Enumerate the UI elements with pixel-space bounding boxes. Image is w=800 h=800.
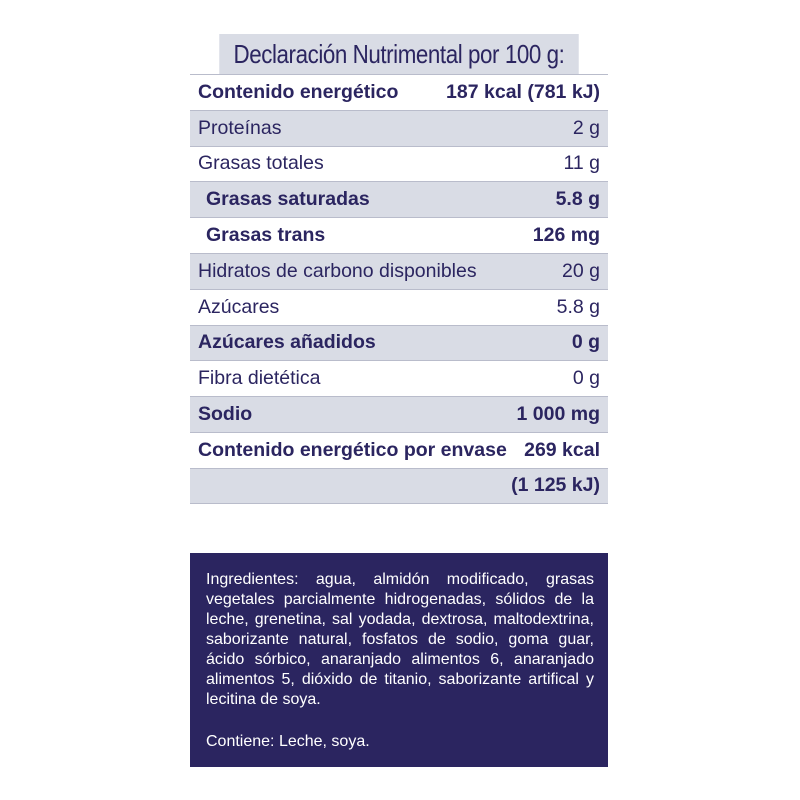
row-value: 1 000 mg bbox=[516, 403, 600, 426]
row-label: Sodio bbox=[198, 403, 253, 426]
row-label: Grasas totales bbox=[198, 152, 324, 175]
row-value: 5.8 g bbox=[556, 295, 600, 318]
row-value: 126 mg bbox=[532, 224, 600, 247]
nutrition-title: Declaración Nutrimental por 100 g: bbox=[219, 34, 578, 74]
row-label: Grasas saturadas bbox=[206, 188, 370, 211]
row-value: 11 g bbox=[563, 152, 600, 175]
row-protein bbox=[190, 110, 608, 146]
row-value: 187 kcal (781 kJ) bbox=[446, 80, 600, 103]
row-value: 269 kcal bbox=[524, 438, 600, 461]
row-label: Proteínas bbox=[198, 116, 282, 139]
row-energy bbox=[190, 74, 608, 110]
nutrition-table bbox=[190, 34, 608, 504]
allergen-statement: Contiene: Leche, soya. bbox=[206, 733, 370, 750]
row-value: 0 g bbox=[572, 367, 600, 390]
row-label: Contenido energético por envase bbox=[198, 438, 507, 461]
row-total-fat bbox=[190, 146, 608, 182]
row-value: 0 g bbox=[571, 331, 600, 354]
row-label: Contenido energético bbox=[198, 80, 399, 103]
row-value: 2 g bbox=[572, 116, 600, 139]
row-saturated-fat bbox=[190, 181, 608, 217]
row-sodium bbox=[190, 396, 608, 432]
row-energy-kj bbox=[190, 468, 608, 504]
row-value: 5.8 g bbox=[555, 188, 600, 211]
row-label: Grasas trans bbox=[206, 224, 326, 247]
row-label: Azúcares añadidos bbox=[198, 331, 376, 354]
row-value: (1 125 kJ) bbox=[511, 474, 600, 497]
row-energy-per-package bbox=[190, 432, 608, 468]
row-carbs bbox=[190, 253, 608, 289]
row-label: Fibra dietética bbox=[198, 367, 321, 390]
row-label: Azúcares bbox=[198, 295, 280, 318]
row-sugars bbox=[190, 289, 608, 325]
row-label: Hidratos de carbono disponibles bbox=[198, 259, 477, 282]
row-value: 20 g bbox=[562, 259, 600, 282]
row-trans-fat bbox=[190, 217, 608, 253]
ingredients-box bbox=[190, 553, 608, 767]
ingredients-text: Ingredientes: agua, almidón modificado, grasas vegetales parcialmente hidrogenadas, sólidos de la leche, grenetina, sal yodada, dextrosa, maltodextrina, saborizante natural, fosfatos de sodio, goma guar, ácido sórbico, anaranjado alimentos 6, anaranjado alimentos 5, dióxido de titanio, saborizante artifical y lecitina de soya. bbox=[206, 571, 594, 708]
row-fiber bbox=[190, 360, 608, 396]
row-added-sugars bbox=[190, 325, 608, 361]
